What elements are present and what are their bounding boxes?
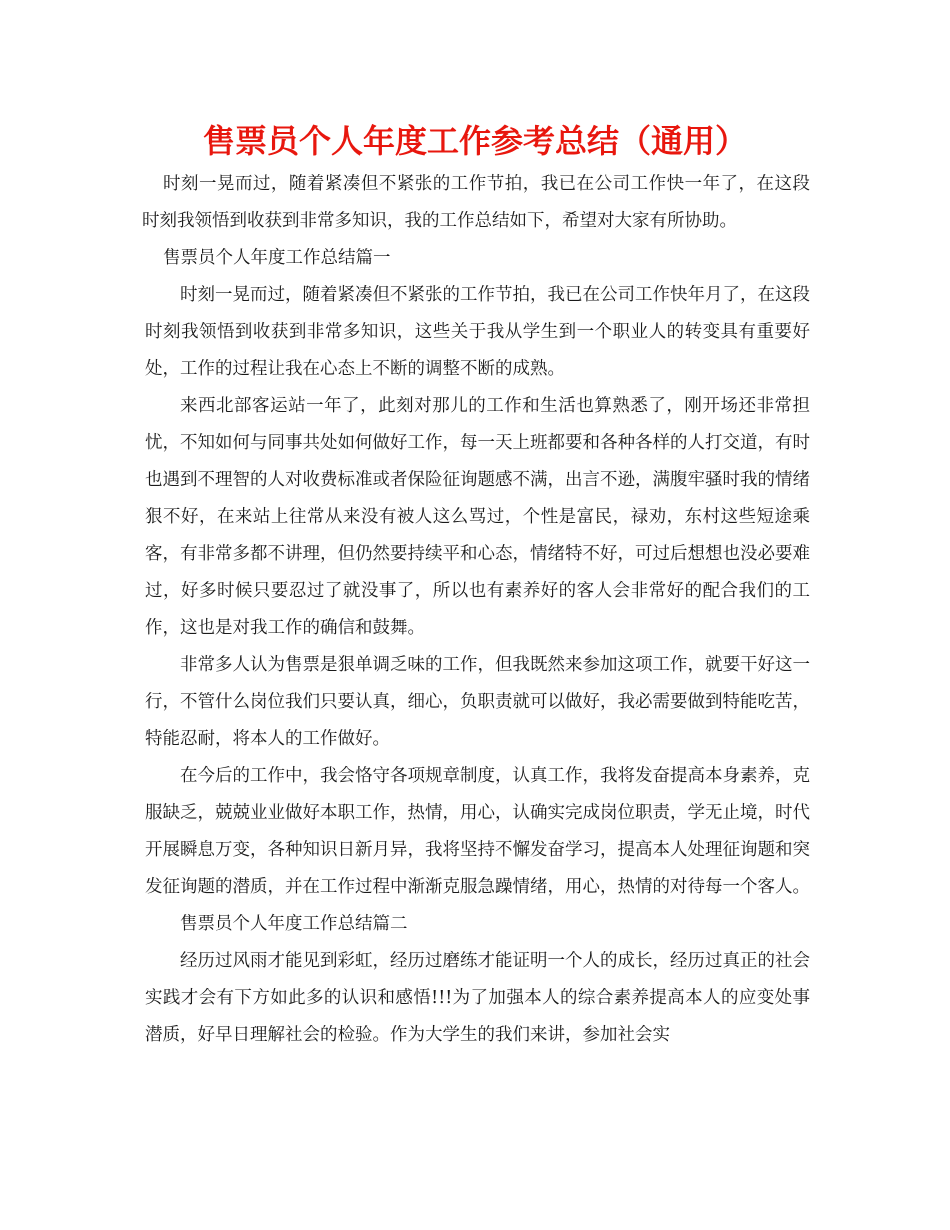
paragraph: 来西北部客运站一年了，此刻对那儿的工作和生活也算熟悉了，刚开场还非常担忧，不知如何与同事共处如何做好工作，每一天上班都要和各种各样的人打交道，有时也遇到不理智的人对收费标准或者保险征询题感不满，出言不逊，满腹牢骚时我的情绪狠不好，在来站上往常从来没有被人这么骂过，个性是富民，禄劝，东村这些短途乘客，有非常多都不讲理，但仍然要持续平和心态，情绪特不好，可过后想想也没必要难过，好多时候只要忍过了就没事了，所以也有素养好的客人会非常好的配合我们的工作，这也是对我工作的确信和鼓舞。 — [145, 396, 810, 638]
paragraph: 在今后的工作中，我会恪守各项规章制度，认真工作，我将发奋提高本身素养，克服缺乏，兢兢业业做好本职工作，热情，用心，认确实完成岗位职责，学无止境，时代开展瞬息万变，各种知识日新月异，我将坚持不懈发奋学习，提高本人处理征询题和突发征询题的潜质，并在工作过程中渐渐克服急躁情绪，用心，热情的对待每一个客人。 — [145, 766, 810, 897]
paragraph: 非常多人认为售票是狠单调乏味的工作，但我既然来参加这项工作，就要干好这一行，不管什么岗位我们只要认真，细心，负职责就可以做好，我必需要做到特能吃苦，特能忍耐，将本人的工作做好。 — [145, 655, 810, 749]
section-heading-1: 售票员个人年度工作总结篇一 — [163, 248, 391, 268]
intro-paragraph: 时刻一晃而过，随着紧凑但不紧张的工作节拍，我已在公司工作快一年了，在这段时刻我领悟到收获到非常多知识，我的工作总结如下，希望对大家有所协助。 — [142, 174, 810, 231]
paragraph: 时刻一晃而过，随着紧凑但不紧张的工作节拍，我已在公司工作快年月了，在这段时刻我领悟到收获到非常多知识，这些关于我从学生到一个职业人的转变具有重要好处，工作的过程让我在心态上不断的调整不断的成熟。 — [145, 285, 810, 379]
document-title: 售票员个人年度工作参考总结（通用） — [202, 122, 747, 160]
document-body — [142, 166, 810, 1054]
section-heading-2: 售票员个人年度工作总结篇二 — [180, 914, 408, 934]
paragraph: 经历过风雨才能见到彩虹，经历过磨练才能证明一个人的成长，经历过真正的社会实践才会有下方如此多的认识和感悟!!!为了加强本人的综合素养提高本人的应变处事潜质，好早日理解社会的检验。作为大学生的我们来讲，参加社会实 — [145, 951, 810, 1045]
